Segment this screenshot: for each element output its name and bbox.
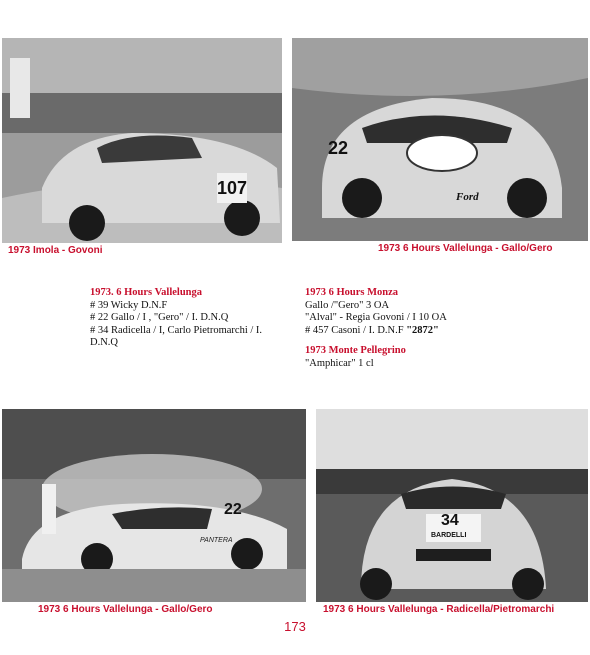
results-heading: 1973 6 Hours Monza [305,287,399,298]
caption-vallelunga-gallo-gero-2: 1973 6 Hours Vallelunga - Gallo/Gero [38,604,213,615]
result-line: D.N.Q [90,337,118,348]
results-vallelunga [90,287,290,350]
result-chassis: "2872" [406,324,439,336]
result-line: # 39 Wicky D.N.F [90,299,168,311]
caption-vallelunga-radicella-pietromarchi: 1973 6 Hours Vallelunga - Radicella/Pietromarchi [323,604,555,615]
page-number: 173 [284,619,306,634]
results-monza [305,287,515,370]
car-number: 107 [217,178,248,198]
result-line: "Amphicar" 1 cl [305,357,374,369]
car-number: 34 [441,512,459,529]
car-hood-text: BARDELLI [431,532,467,539]
car-number: 22 [224,501,242,518]
photo-vallelunga-radicella-pietromarchi [316,409,588,602]
result-line [305,325,515,338]
results-heading: 1973. 6 Hours Vallelunga [90,287,203,298]
photo-imola-govoni [2,38,282,243]
photo-vallelunga-gallo-gero-1 [292,38,588,241]
caption-imola-govoni: 1973 Imola - Govoni [8,245,103,256]
result-line: Gallo /"Gero" 3 OA [305,299,390,311]
ford-logo: Ford [456,191,479,203]
result-line: # 22 Gallo / I , "Gero" / I. D.N.Q [90,312,229,323]
result-text: # 457 Casoni / I. D.N.F [305,324,407,336]
car-number: 22 [328,138,349,158]
result-line: "Alval" - Regia Govoni / I 10 OA [305,312,447,323]
results-heading-monte-pellegrino: 1973 Monte Pellegrino [305,345,406,356]
caption-vallelunga-gallo-gero-1: 1973 6 Hours Vallelunga - Gallo/Gero [378,243,553,254]
photo-vallelunga-gallo-gero-2 [2,409,306,602]
result-line: # 34 Radicella / I, Carlo Pietromarchi / I. [90,324,263,336]
car-side-text: PANTERA [200,537,233,544]
